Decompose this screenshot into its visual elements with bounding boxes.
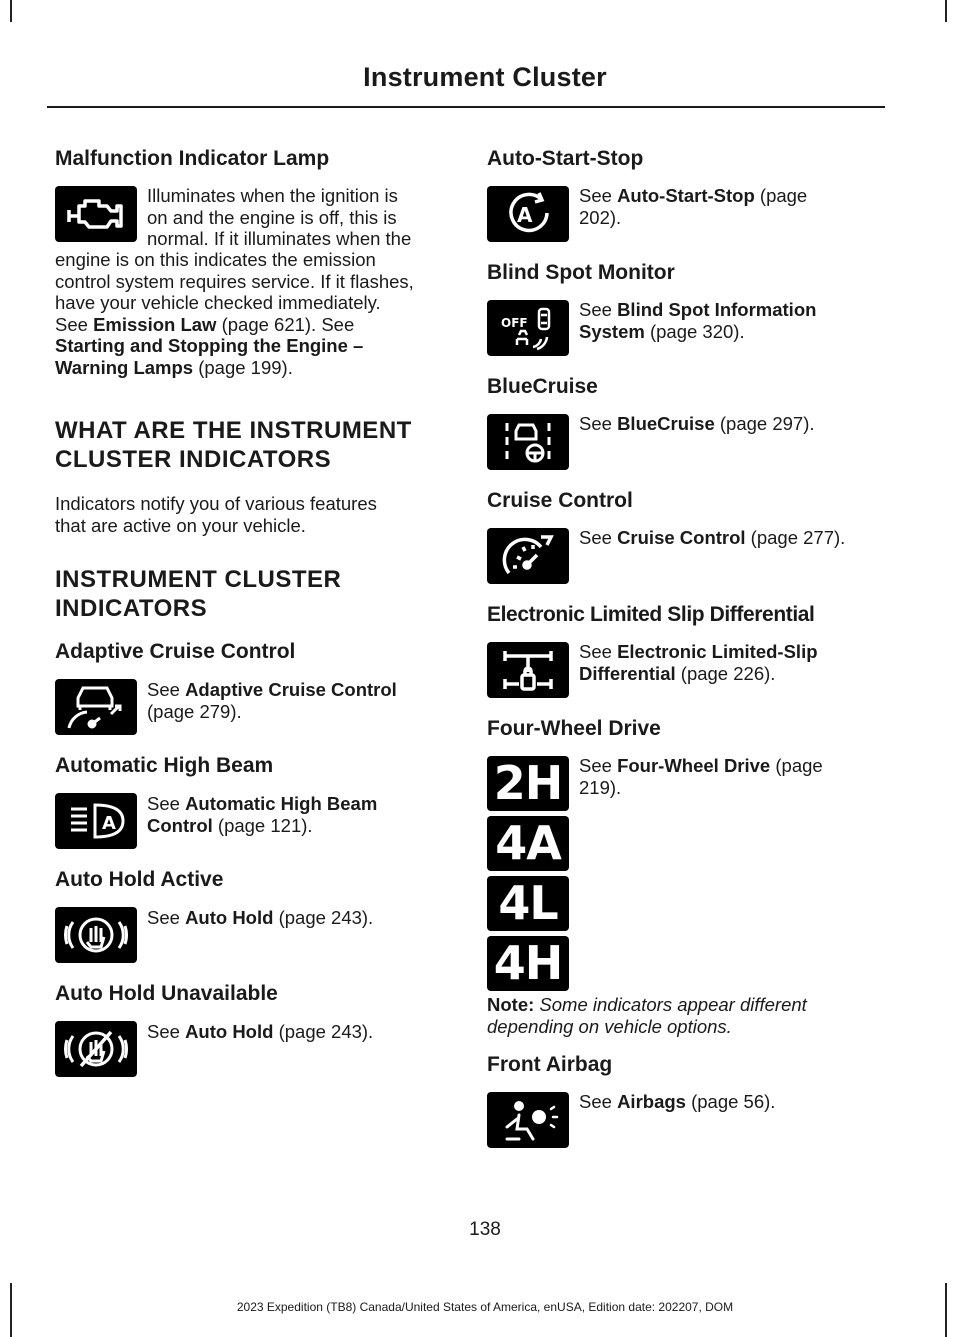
airbag-icon	[487, 1092, 569, 1148]
blind-spot-link-2[interactable]: System	[579, 320, 645, 342]
auto-start-stop-ref: See Auto-Start-Stop (page 202).	[579, 185, 808, 228]
crop-mark	[10, 0, 12, 22]
blind-spot-ref: See Blind Spot Information System (page 320).	[579, 299, 817, 342]
starting-stopping-link[interactable]: Starting and Stopping the Engine –	[55, 335, 364, 356]
section-heading-what-are: WHAT ARE THE INSTRUMENT CLUSTER INDICATORS	[55, 417, 412, 473]
four-wheel-drive-ref: See Four-Wheel Drive (page 219).	[579, 755, 823, 798]
auto-hold-unavailable-heading: Auto Hold Unavailable	[55, 982, 278, 1005]
bluecruise-link[interactable]: BlueCruise	[617, 413, 715, 434]
section-heading-indicators: INSTRUMENT CLUSTER INDICATORS	[55, 566, 342, 622]
page-number: 138	[469, 1219, 501, 1240]
four-wheel-drive-heading: Four-Wheel Drive	[487, 717, 661, 740]
elsd-icon	[487, 642, 569, 698]
cruise-control-ref: See Cruise Control (page 277).	[579, 527, 846, 548]
auto-hold-active-heading: Auto Hold Active	[55, 868, 224, 891]
auto-hold-link-2[interactable]: Auto Hold	[185, 1021, 274, 1042]
adaptive-cruise-link[interactable]: Adaptive Cruise Control	[185, 679, 397, 700]
bluecruise-ref: See BlueCruise (page 297).	[579, 413, 815, 434]
adaptive-cruise-ref: See Adaptive Cruise Control (page 279).	[147, 679, 397, 722]
adaptive-cruise-heading: Adaptive Cruise Control	[55, 640, 296, 663]
4l-icon: 4L	[487, 876, 569, 931]
elsd-link-2[interactable]: Differential	[579, 662, 676, 684]
auto-hold-off-icon	[55, 1021, 137, 1077]
right-column	[487, 0, 882, 1337]
2h-icon: 2H	[487, 756, 569, 811]
airbags-link[interactable]: Airbags	[617, 1091, 686, 1112]
elsd-heading: Electronic Limited Slip Differential	[487, 603, 815, 626]
auto-high-beam-icon	[55, 793, 137, 849]
cruise-control-icon	[487, 528, 569, 584]
blind-spot-heading: Blind Spot Monitor	[487, 261, 675, 284]
engine-icon	[55, 186, 137, 242]
four-wheel-drive-link[interactable]: Four-Wheel Drive	[617, 755, 771, 776]
auto-high-beam-heading: Automatic High Beam	[55, 754, 274, 777]
left-column	[55, 0, 447, 1337]
mil-heading: Malfunction Indicator Lamp	[55, 147, 330, 170]
auto-high-beam-ref: See Automatic High Beam Control (page 121).	[147, 793, 378, 836]
bluecruise-icon	[487, 414, 569, 470]
front-airbag-ref: See Airbags (page 56).	[579, 1091, 776, 1112]
adaptive-cruise-icon	[55, 679, 137, 735]
cruise-control-heading: Cruise Control	[487, 489, 633, 512]
auto-start-stop-icon	[487, 186, 569, 242]
footer-text: 2023 Expedition (TB8) Canada/United States of America, enUSA, Edition date: 202207, DOM	[236, 1300, 734, 1314]
elsd-ref: See Electronic Limited-Slip Differential (page 226).	[579, 641, 818, 684]
warning-lamps-link[interactable]: Warning Lamps	[55, 356, 194, 378]
bluecruise-heading: BlueCruise	[487, 375, 598, 398]
auto-hold-icon	[55, 907, 137, 963]
blind-spot-off-icon	[487, 300, 569, 356]
auto-high-beam-link[interactable]: Automatic High Beam	[185, 793, 378, 814]
auto-hold-link[interactable]: Auto Hold	[185, 907, 274, 928]
crop-mark	[945, 0, 947, 22]
blind-spot-link[interactable]: Blind Spot Information	[617, 299, 817, 320]
svg-text:A: A	[517, 203, 533, 227]
cruise-control-link[interactable]: Cruise Control	[617, 527, 746, 548]
mil-text: Illuminates when the ignition is on and the engine is off, this is normal. If it illuminates when the	[147, 185, 412, 249]
elsd-link[interactable]: Electronic Limited-Slip	[617, 641, 818, 662]
4a-icon: 4A	[487, 816, 569, 871]
front-airbag-heading: Front Airbag	[487, 1053, 613, 1076]
auto-start-stop-link[interactable]: Auto-Start-Stop	[617, 185, 755, 206]
page-title: Instrument Cluster	[363, 62, 607, 92]
emission-law-link[interactable]: Emission Law	[93, 313, 217, 335]
svg-text:A: A	[102, 813, 116, 834]
intro-text: Indicators notify you of various features that are active on your vehicle.	[55, 493, 377, 536]
mil-text-continued: engine is on this indicates the emission control system requires service. If it flashes, have your vehicle checked immediately. See Emission Law (page 621). See Starting and Stopping the Engine – Warning Lamps (page 199).	[55, 249, 414, 378]
blind-spot-off-text: OFF	[501, 316, 528, 330]
auto-hold-unavailable-ref: See Auto Hold (page 243).	[147, 1021, 374, 1042]
auto-start-stop-heading: Auto-Start-Stop	[487, 147, 644, 170]
note: Note: Some indicators appear different depending on vehicle options.	[487, 994, 807, 1037]
auto-hold-active-ref: See Auto Hold (page 243).	[147, 907, 374, 928]
auto-high-beam-link-2[interactable]: Control	[147, 814, 213, 836]
4h-icon: 4H	[487, 936, 569, 991]
